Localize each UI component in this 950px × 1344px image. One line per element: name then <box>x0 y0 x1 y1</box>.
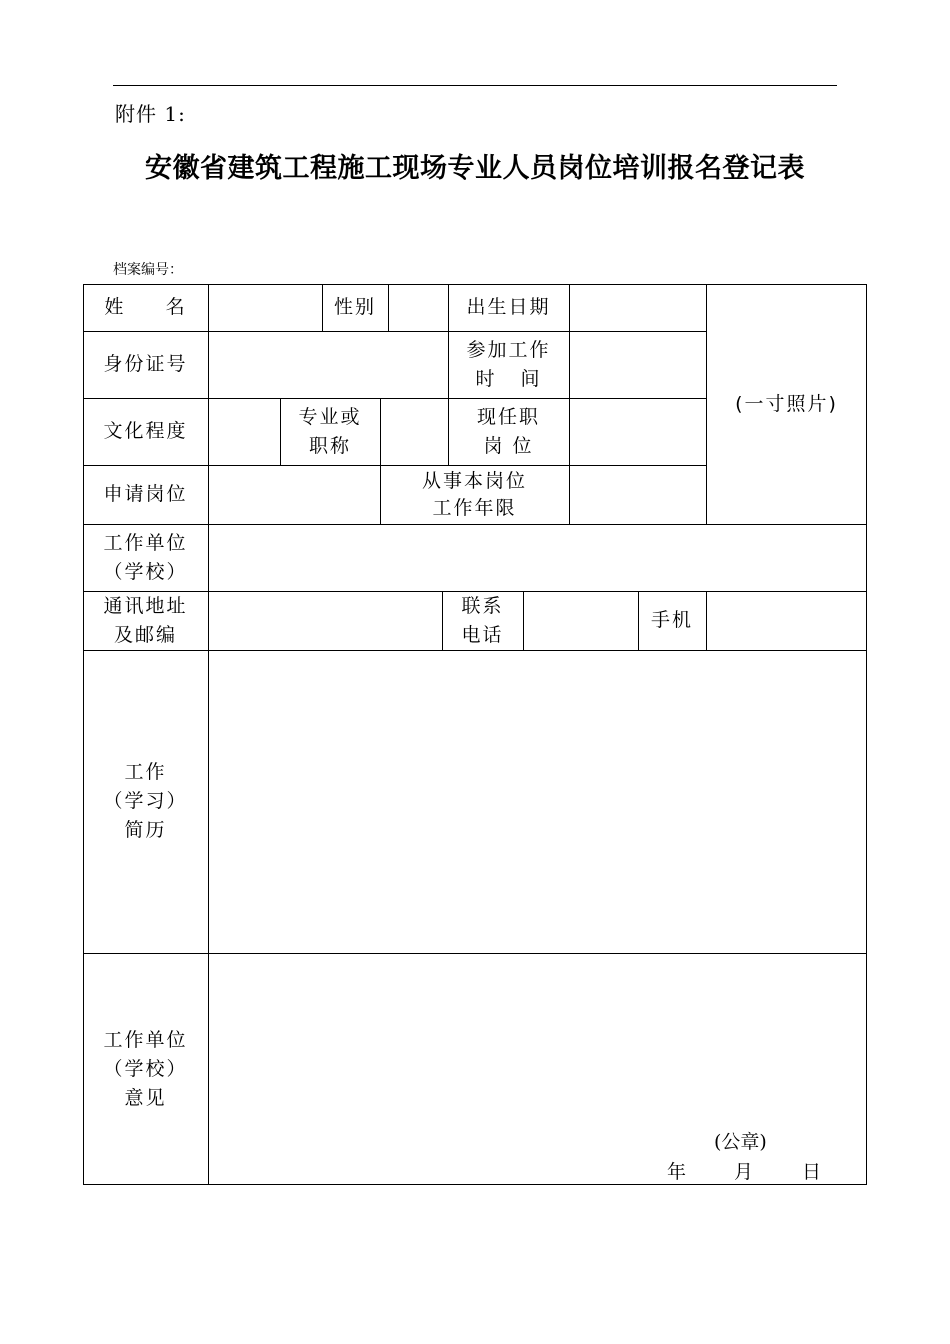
name-field[interactable] <box>208 284 322 331</box>
gender-label: 性别 <box>333 296 376 318</box>
date-month-label: 月 <box>734 1161 754 1183</box>
gender-field[interactable] <box>388 284 448 331</box>
date-day-label: 日 <box>802 1161 822 1183</box>
work-start-field[interactable] <box>569 331 706 398</box>
phone-label: 联系 电话 <box>461 594 504 646</box>
apply-post-field[interactable] <box>208 465 380 524</box>
header-rule <box>113 85 837 86</box>
resume-field[interactable] <box>208 650 867 953</box>
id-number-field[interactable] <box>208 331 448 398</box>
name-label: 姓 名 <box>104 296 187 318</box>
address-label: 通讯地址 及邮编 <box>103 594 188 646</box>
mobile-field[interactable] <box>706 591 867 650</box>
major-title-label: 专业或 职称 <box>298 405 362 457</box>
education-label: 文化程度 <box>103 420 188 442</box>
employer-opinion-field[interactable] <box>208 953 867 1185</box>
resume-label: 工作 （学习） 简历 <box>103 761 188 841</box>
official-seal-label: (公章) <box>714 1131 767 1153</box>
work-start-label: 参加工作 时 间 <box>466 338 551 390</box>
phone-field[interactable] <box>523 591 638 650</box>
employer-field[interactable] <box>208 524 867 591</box>
mobile-label: 手机 <box>650 609 693 631</box>
form-title: 安徽省建筑工程施工现场专业人员岗位培训报名登记表 <box>145 153 805 184</box>
employer-label: 工作单位 （学校） <box>103 531 188 583</box>
address-field[interactable] <box>208 591 442 650</box>
major-title-field[interactable] <box>380 398 448 465</box>
years-in-post-label: 从事本岗位 工作年限 <box>421 469 527 519</box>
id-number-label: 身份证号 <box>103 353 188 375</box>
birth-date-label: 出生日期 <box>466 296 551 318</box>
years-in-post-field[interactable] <box>569 465 706 524</box>
education-field[interactable] <box>208 398 280 465</box>
photo-placeholder[interactable]: (一寸照片) <box>735 392 838 415</box>
employer-opinion-label: 工作单位 （学校） 意见 <box>103 1028 188 1109</box>
date-year-label: 年 <box>667 1161 687 1183</box>
birth-date-field[interactable] <box>569 284 706 331</box>
current-post-field[interactable] <box>569 398 706 465</box>
archive-number-label: 档案编号： <box>113 262 183 278</box>
current-post-label: 现任职 岗 位 <box>476 405 540 457</box>
apply-post-label: 申请岗位 <box>103 483 188 505</box>
attachment-label: 附件 1: <box>115 102 186 126</box>
